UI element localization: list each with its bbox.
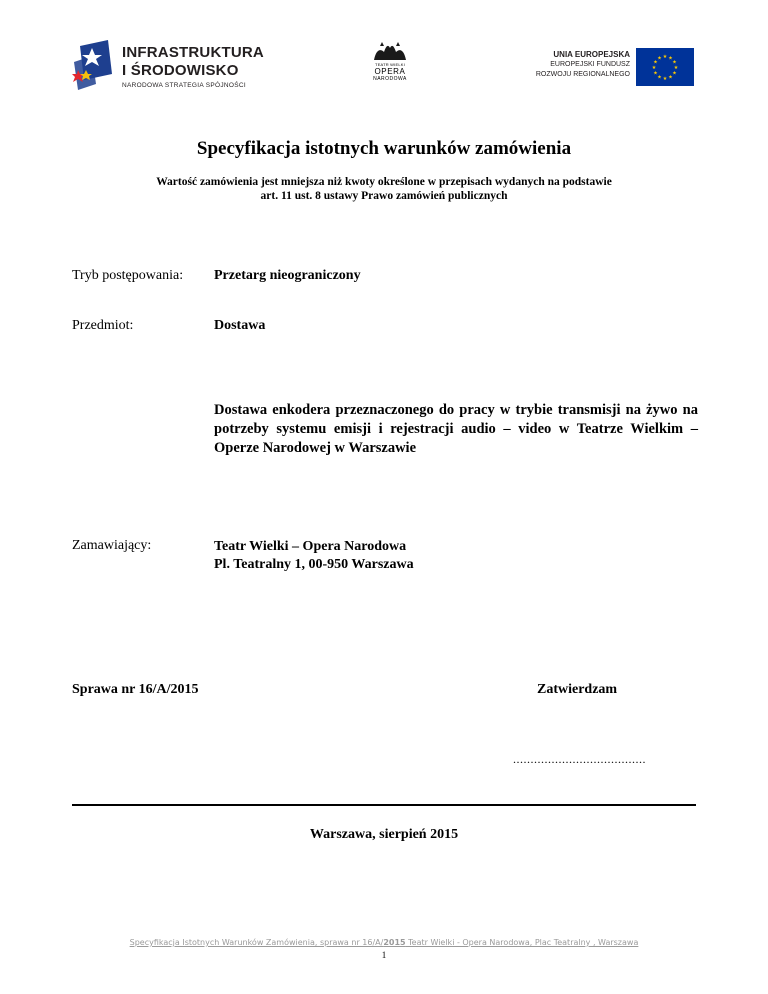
- flag-star-icon: [72, 40, 114, 90]
- footer-part-1: Specyfikacja Istotnych Warunków Zamówienia, sprawa nr 16/A/: [129, 938, 384, 947]
- eu-flag-icon: [636, 48, 694, 86]
- opera-logo-small: TEATR WIELKI: [375, 62, 405, 67]
- signature-line: ......................................: [513, 752, 646, 766]
- opera-logo-name: OPERA: [374, 67, 406, 76]
- opera-logo: [362, 42, 418, 90]
- footer-year: 2015: [383, 938, 406, 947]
- eu-star-icon: ★: [662, 53, 668, 60]
- page-number: 1: [381, 950, 387, 960]
- przedmiot-label: Przedmiot:: [72, 318, 134, 333]
- eu-star-icon: ★: [657, 74, 662, 81]
- zamawiajacy-name: Teatr Wielki – Opera Narodowa: [214, 539, 407, 554]
- logo-line-2: I ŚRODOWISKO: [122, 62, 239, 79]
- eu-line-1: UNIA EUROPEJSKA: [553, 50, 630, 59]
- tryb-label: Tryb postępowania:: [72, 268, 184, 283]
- subtitle-line-2: art. 11 ust. 8 ustawy Prawo zamówień publicznych: [260, 190, 508, 202]
- document-title: Specyfikacja istotnych warunków zamówienia: [196, 138, 572, 159]
- eu-star-icon: ★: [668, 55, 673, 62]
- document-subtitle: [100, 175, 668, 203]
- place-date: Warszawa, sierpień 2015: [309, 827, 459, 842]
- approve-label: Zatwierdzam: [537, 682, 618, 697]
- eu-star-icon: ★: [653, 59, 658, 66]
- zamawiajacy-value: [214, 538, 414, 574]
- footer: [0, 938, 768, 947]
- subtitle-line-1: Wartość zamówienia jest mniejsza niż kwoty określone w przepisach wydanych na podstawie: [156, 176, 612, 188]
- eu-star-icon: ★: [673, 64, 679, 71]
- eu-line-3: ROZWOJU REGIONALNEGO: [535, 71, 630, 78]
- eu-star-icon: ★: [662, 75, 668, 82]
- tryb-value: Przetarg nieograniczony: [214, 268, 361, 283]
- footer-part-2: Teatr Wielki - Opera Narodowa, Plac Teatralny , Warszawa: [405, 938, 639, 947]
- zamawiajacy-address: Pl. Teatralny 1, 00-950 Warszawa: [214, 557, 414, 572]
- eu-text: [520, 49, 630, 80]
- eu-star-icon: ★: [672, 70, 677, 77]
- theatre-crest-icon: [370, 42, 410, 62]
- opera-logo-sub: NARODOWA: [373, 76, 407, 82]
- eu-star-icon: ★: [653, 70, 658, 77]
- order-description: Dostawa enkodera przeznaczonego do pracy w trybie transmisji na żywo na potrzeby systemu emisji i rejestracji audio – video w Teatrze Wielkim – Operze Narodowej w Warszawie: [214, 402, 698, 456]
- eu-star-icon: ★: [672, 59, 677, 66]
- eu-star-icon: ★: [651, 64, 657, 71]
- divider: [72, 804, 696, 806]
- przedmiot-value: Dostawa: [214, 318, 266, 333]
- logo-line-3: NARODOWA STRATEGIA SPÓJNOŚCI: [122, 82, 246, 89]
- logo-line-1: INFRASTRUKTURA: [122, 44, 264, 61]
- zamawiajacy-label: Zamawiający:: [72, 538, 152, 553]
- case-number: Sprawa nr 16/A/2015: [72, 682, 199, 697]
- eu-star-icon: ★: [657, 55, 662, 62]
- infrastruktura-logo: [72, 40, 272, 94]
- eu-star-icon: ★: [668, 74, 673, 81]
- eu-line-2: EUROPEJSKI FUNDUSZ: [550, 61, 630, 68]
